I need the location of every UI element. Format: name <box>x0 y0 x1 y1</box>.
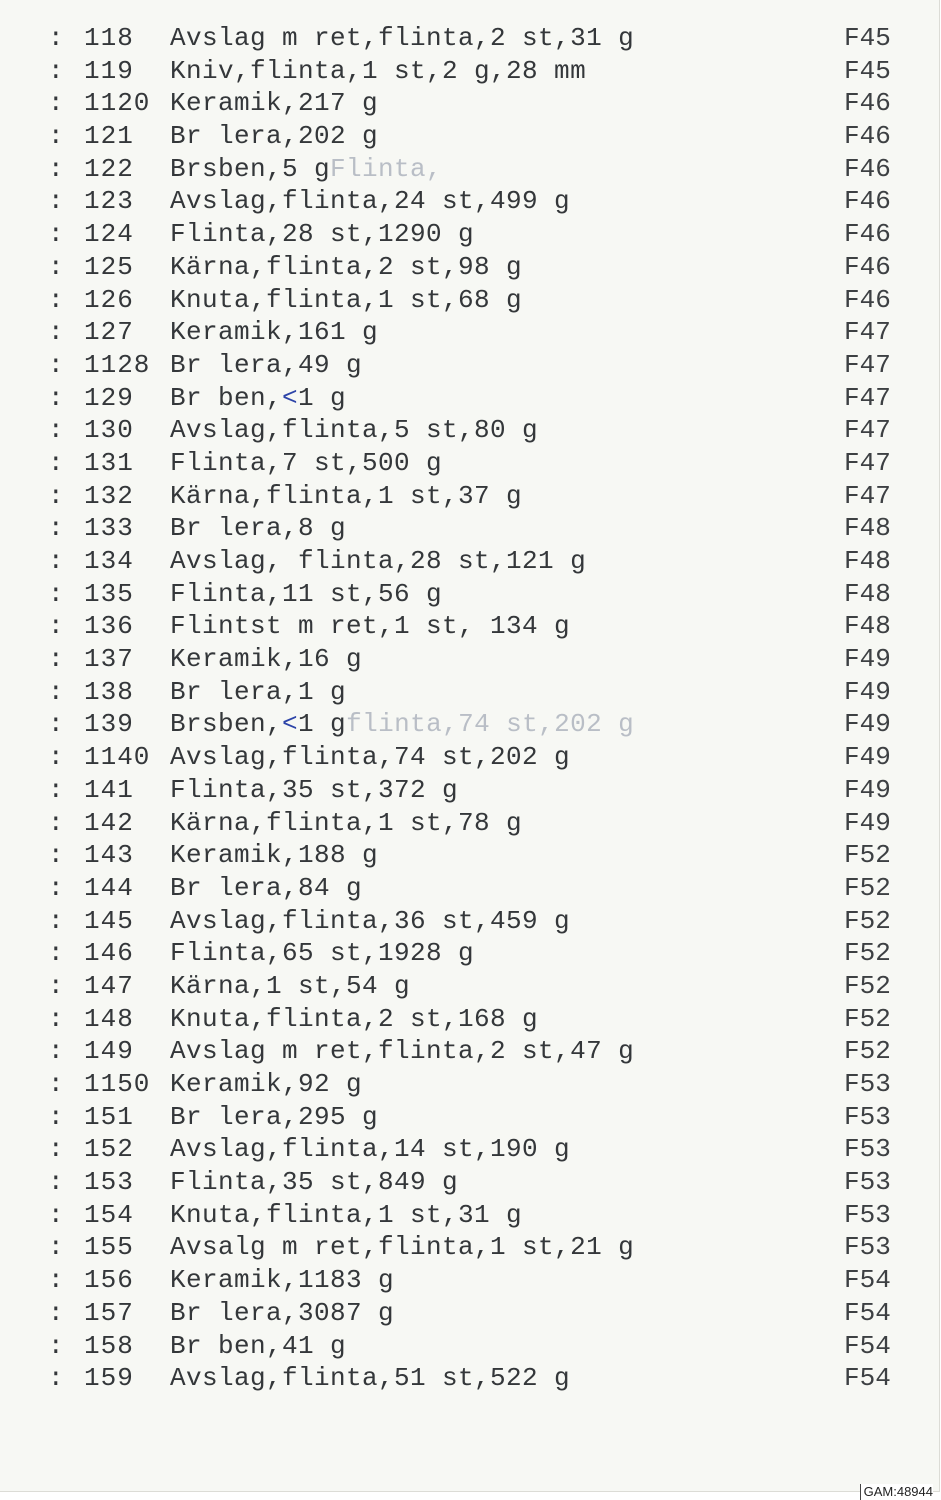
row-colon: : <box>48 23 64 53</box>
row-colon: : <box>48 1003 64 1034</box>
row-colon: : <box>48 905 64 936</box>
entry-description <box>170 708 634 741</box>
entry-number: 1120 <box>84 88 151 119</box>
entry-description <box>170 153 442 186</box>
row-colon: : <box>48 709 64 740</box>
entry-description <box>170 1166 458 1199</box>
catalog-entry-row <box>0 1362 940 1395</box>
entry-description <box>170 937 474 970</box>
entry-number: 125 <box>84 251 134 282</box>
entry-description <box>170 676 346 709</box>
find-reference: F53 <box>844 1101 891 1132</box>
find-reference: F47 <box>844 349 891 380</box>
entry-description <box>170 1330 346 1363</box>
entry-number: 123 <box>84 186 134 217</box>
description-text: Br lera,295 g <box>170 1101 379 1132</box>
row-colon: : <box>48 644 64 675</box>
description-text: Keramik,188 g <box>170 840 379 871</box>
entry-number: 157 <box>84 1297 134 1328</box>
description-text: Avslag,flinta,5 st,80 g <box>170 415 539 446</box>
find-reference: F46 <box>844 251 891 282</box>
row-colon: : <box>48 55 64 86</box>
row-colon: : <box>48 1363 64 1394</box>
description-text: Flinta,7 st,500 g <box>170 447 443 478</box>
entry-description <box>170 284 522 317</box>
catalog-entry-row <box>0 970 940 1003</box>
entry-description <box>170 55 586 88</box>
entry-description <box>170 774 458 807</box>
description-text: Knuta,flinta,1 st,31 g <box>170 1199 523 1230</box>
find-reference: F54 <box>844 1330 891 1361</box>
entry-description <box>170 610 570 643</box>
description-text: Kärna,1 st,54 g <box>170 970 411 1001</box>
find-reference: F52 <box>844 970 891 1001</box>
entry-description <box>170 512 346 545</box>
description-text: Avslag,flinta,14 st,190 g <box>170 1134 571 1165</box>
find-reference: F53 <box>844 1199 891 1230</box>
catalog-entry-row <box>0 382 940 415</box>
entry-description <box>170 1231 634 1264</box>
row-colon: : <box>48 546 64 576</box>
catalog-entry-row <box>0 87 940 120</box>
find-reference: F53 <box>844 1167 891 1198</box>
faded-overtyped-text: flinta,74 st,202 g <box>346 709 635 740</box>
catalog-entry-row <box>0 1133 940 1166</box>
row-colon: : <box>48 480 64 511</box>
row-colon: : <box>48 1199 64 1230</box>
entry-description <box>170 316 378 349</box>
catalog-entry-row <box>0 643 940 676</box>
entry-description <box>170 480 522 513</box>
find-reference: F49 <box>844 676 891 707</box>
catalog-entry-row <box>0 937 940 970</box>
handwritten-less-than-mark: < <box>282 382 299 413</box>
row-colon: : <box>48 88 64 119</box>
description-text: Br lera,1 g <box>170 676 347 707</box>
row-colon: : <box>48 676 64 707</box>
entry-description <box>170 578 442 611</box>
description-text: Avslag,flinta,74 st,202 g <box>170 742 571 773</box>
row-colon: : <box>48 447 64 478</box>
catalog-entry-row <box>0 218 940 251</box>
row-colon: : <box>48 415 64 446</box>
entry-number: 1140 <box>84 742 151 773</box>
find-reference: F47 <box>844 415 891 446</box>
catalog-entry-row <box>0 55 940 88</box>
find-reference: F52 <box>844 1003 891 1034</box>
find-reference: F46 <box>844 88 891 119</box>
row-colon: : <box>48 317 64 348</box>
entry-description <box>170 1297 394 1330</box>
row-colon: : <box>48 1232 64 1263</box>
row-colon: : <box>48 121 64 152</box>
description-text: Avslag m ret,flinta,2 st,31 g <box>170 23 635 53</box>
description-text: Kniv,flinta,1 st,2 g,28 mm <box>170 55 587 86</box>
row-colon: : <box>48 872 64 903</box>
row-colon: : <box>48 1069 64 1099</box>
catalog-entry-row <box>0 1330 940 1363</box>
catalog-entry-row <box>0 284 940 317</box>
catalog-entry-row <box>0 872 940 905</box>
find-reference: F52 <box>844 840 891 871</box>
description-text: Avslag m ret,flinta,2 st,47 g <box>170 1036 635 1067</box>
description-text: Avslag,flinta,51 st,522 g <box>170 1363 571 1394</box>
description-text: Keramik,161 g <box>170 317 379 348</box>
find-reference: F49 <box>844 774 891 805</box>
row-colon: : <box>48 284 64 315</box>
row-colon: : <box>48 382 64 413</box>
row-colon: : <box>48 742 64 773</box>
find-reference: F45 <box>844 23 891 53</box>
entry-number: 119 <box>84 55 134 86</box>
entry-number: 1150 <box>84 1069 151 1099</box>
catalog-entry-row <box>0 578 940 611</box>
entry-description <box>170 414 538 447</box>
entry-description <box>170 545 586 578</box>
find-reference: F46 <box>844 219 891 250</box>
catalog-entry-row <box>0 610 940 643</box>
entry-number: 158 <box>84 1330 134 1361</box>
description-text: Keramik,16 g <box>170 644 363 675</box>
find-reference: F48 <box>844 611 891 642</box>
entry-number: 147 <box>84 970 134 1001</box>
description-text: Br lera,202 g <box>170 121 379 152</box>
find-reference: F49 <box>844 742 891 773</box>
find-reference: F52 <box>844 872 891 903</box>
catalog-entry-row <box>0 741 940 774</box>
entry-description <box>170 22 634 55</box>
find-reference: F47 <box>844 480 891 511</box>
catalog-entry-row <box>0 545 940 578</box>
description-suffix: 1 g <box>298 382 347 413</box>
entry-description <box>170 1101 378 1134</box>
find-reference: F45 <box>844 55 891 86</box>
entry-number: 143 <box>84 840 134 871</box>
description-text: Knuta,flinta,2 st,168 g <box>170 1003 539 1034</box>
entry-description <box>170 1003 538 1036</box>
description-text: Flinta,35 st,372 g <box>170 774 459 805</box>
row-colon: : <box>48 219 64 250</box>
entry-number: 127 <box>84 317 134 348</box>
entry-number: 122 <box>84 153 134 184</box>
find-reference: F47 <box>844 447 891 478</box>
description-text: Br lera,84 g <box>170 872 363 903</box>
row-colon: : <box>48 774 64 805</box>
entry-number: 130 <box>84 415 134 446</box>
catalog-entry-list <box>0 22 940 1395</box>
entry-description <box>170 382 346 415</box>
entry-number: 155 <box>84 1232 134 1263</box>
catalog-entry-row <box>0 414 940 447</box>
description-text: Flintst m ret,1 st, 134 g <box>170 611 571 642</box>
find-reference: F54 <box>844 1265 891 1296</box>
catalog-entry-row <box>0 349 940 382</box>
entry-number: 126 <box>84 284 134 315</box>
entry-description <box>170 872 362 905</box>
find-reference: F46 <box>844 121 891 152</box>
description-text: Br lera,3087 g <box>170 1297 395 1328</box>
entry-number: 156 <box>84 1265 134 1296</box>
find-reference: F49 <box>844 709 891 740</box>
catalog-entry-row <box>0 185 940 218</box>
catalog-entry-row <box>0 1199 940 1232</box>
catalog-entry-row <box>0 1264 940 1297</box>
entry-number: 139 <box>84 709 134 740</box>
entry-description <box>170 1133 570 1166</box>
catalog-entry-row <box>0 774 940 807</box>
entry-description <box>170 251 522 284</box>
description-text: Kärna,flinta,2 st,98 g <box>170 251 523 282</box>
catalog-entry-row <box>0 447 940 480</box>
entry-number: 129 <box>84 382 134 413</box>
catalog-entry-row <box>0 676 940 709</box>
entry-description <box>170 1362 570 1395</box>
description-text: Br lera,49 g <box>170 349 363 380</box>
row-colon: : <box>48 1297 64 1328</box>
catalog-entry-row <box>0 480 940 513</box>
entry-number: 134 <box>84 546 134 576</box>
entry-description <box>170 839 378 872</box>
find-reference: F52 <box>844 938 891 969</box>
row-colon: : <box>48 1036 64 1067</box>
row-colon: : <box>48 807 64 838</box>
row-colon: : <box>48 1167 64 1198</box>
entry-description <box>170 349 362 382</box>
description-text: Flinta,28 st,1290 g <box>170 219 475 250</box>
description-text: Keramik,92 g <box>170 1069 363 1099</box>
description-text: Br ben,41 g <box>170 1330 347 1361</box>
entry-number: 159 <box>84 1363 134 1394</box>
description-text: Knuta,flinta,1 st,68 g <box>170 284 523 315</box>
find-reference: F46 <box>844 284 891 315</box>
catalog-entry-row <box>0 1231 940 1264</box>
row-colon: : <box>48 186 64 217</box>
find-reference: F49 <box>844 644 891 675</box>
entry-number: 141 <box>84 774 134 805</box>
find-reference: F46 <box>844 153 891 184</box>
entry-number: 152 <box>84 1134 134 1165</box>
entry-number: 148 <box>84 1003 134 1034</box>
description-prefix: Br ben, <box>170 382 283 413</box>
catalog-id-label: GAM:48944 <box>860 1484 933 1500</box>
entry-description <box>170 120 378 153</box>
description-suffix: 1 g <box>298 709 347 740</box>
entry-number: 146 <box>84 938 134 969</box>
handwritten-less-than-mark: < <box>282 709 299 740</box>
find-reference: F54 <box>844 1363 891 1394</box>
faded-overtyped-text: Flinta, <box>330 153 443 184</box>
row-colon: : <box>48 1265 64 1296</box>
find-reference: F53 <box>844 1069 891 1099</box>
row-colon: : <box>48 938 64 969</box>
catalog-entry-row <box>0 807 940 840</box>
entry-description <box>170 87 378 120</box>
row-colon: : <box>48 513 64 544</box>
description-text: Br lera,8 g <box>170 513 347 544</box>
entry-number: 137 <box>84 644 134 675</box>
entry-description <box>170 1068 362 1101</box>
catalog-entry-row <box>0 22 940 55</box>
entry-number: 118 <box>84 23 134 53</box>
entry-number: 154 <box>84 1199 134 1230</box>
catalog-entry-row <box>0 1166 940 1199</box>
find-reference: F52 <box>844 905 891 936</box>
find-reference: F46 <box>844 186 891 217</box>
entry-description <box>170 1035 634 1068</box>
find-reference: F54 <box>844 1297 891 1328</box>
find-reference: F47 <box>844 317 891 348</box>
row-colon: : <box>48 1330 64 1361</box>
entry-description <box>170 905 570 938</box>
description-text: Avslag, flinta,28 st,121 g <box>170 546 587 576</box>
find-reference: F48 <box>844 513 891 544</box>
entry-number: 131 <box>84 447 134 478</box>
find-reference: F49 <box>844 807 891 838</box>
entry-number: 136 <box>84 611 134 642</box>
catalog-entry-row <box>0 1035 940 1068</box>
entry-number: 124 <box>84 219 134 250</box>
row-colon: : <box>48 970 64 1001</box>
catalog-entry-row <box>0 708 940 741</box>
catalog-entry-row <box>0 153 940 186</box>
catalog-entry-row <box>0 1297 940 1330</box>
description-text: Flinta,65 st,1928 g <box>170 938 475 969</box>
catalog-entry-row <box>0 316 940 349</box>
row-colon: : <box>48 349 64 380</box>
catalog-entry-row <box>0 1101 940 1134</box>
description-text: Avsalg m ret,flinta,1 st,21 g <box>170 1232 635 1263</box>
find-reference: F52 <box>844 1036 891 1067</box>
entry-number: 132 <box>84 480 134 511</box>
entry-number: 121 <box>84 121 134 152</box>
find-reference: F53 <box>844 1134 891 1165</box>
entry-number: 153 <box>84 1167 134 1198</box>
description-text: Avslag,flinta,36 st,459 g <box>170 905 571 936</box>
row-colon: : <box>48 1134 64 1165</box>
catalog-entry-row <box>0 120 940 153</box>
entry-number: 149 <box>84 1036 134 1067</box>
entry-number: 145 <box>84 905 134 936</box>
row-colon: : <box>48 251 64 282</box>
description-text: Flinta,35 st,849 g <box>170 1167 459 1198</box>
catalog-entry-row <box>0 251 940 284</box>
entry-number: 144 <box>84 872 134 903</box>
description-text: Keramik,1183 g <box>170 1265 395 1296</box>
description-text: Brsben,5 g <box>170 153 331 184</box>
row-colon: : <box>48 840 64 871</box>
description-text: Kärna,flinta,1 st,37 g <box>170 480 523 511</box>
catalog-entry-row <box>0 512 940 545</box>
row-colon: : <box>48 578 64 609</box>
catalog-entry-row <box>0 1068 940 1101</box>
entry-description <box>170 807 522 840</box>
description-text: Avslag,flinta,24 st,499 g <box>170 186 571 217</box>
description-text: Flinta,11 st,56 g <box>170 578 443 609</box>
entry-description <box>170 643 362 676</box>
find-reference: F53 <box>844 1232 891 1263</box>
entry-number: 135 <box>84 578 134 609</box>
row-colon: : <box>48 153 64 184</box>
catalog-entry-row <box>0 839 940 872</box>
catalog-entry-row <box>0 905 940 938</box>
row-colon: : <box>48 611 64 642</box>
entry-description <box>170 970 410 1003</box>
description-text: Keramik,217 g <box>170 88 379 119</box>
entry-description <box>170 1199 522 1232</box>
entry-number: 133 <box>84 513 134 544</box>
entry-description <box>170 741 570 774</box>
entry-description <box>170 447 442 480</box>
row-colon: : <box>48 1101 64 1132</box>
find-reference: F47 <box>844 382 891 413</box>
entry-description <box>170 218 474 251</box>
entry-number: 142 <box>84 807 134 838</box>
find-reference: F48 <box>844 546 891 576</box>
entry-description <box>170 1264 394 1297</box>
entry-description <box>170 185 570 218</box>
description-prefix: Brsben, <box>170 709 283 740</box>
find-reference: F48 <box>844 578 891 609</box>
catalog-entry-row <box>0 1003 940 1036</box>
entry-number: 1128 <box>84 349 151 380</box>
entry-number: 151 <box>84 1101 134 1132</box>
description-text: Kärna,flinta,1 st,78 g <box>170 807 523 838</box>
entry-number: 138 <box>84 676 134 707</box>
